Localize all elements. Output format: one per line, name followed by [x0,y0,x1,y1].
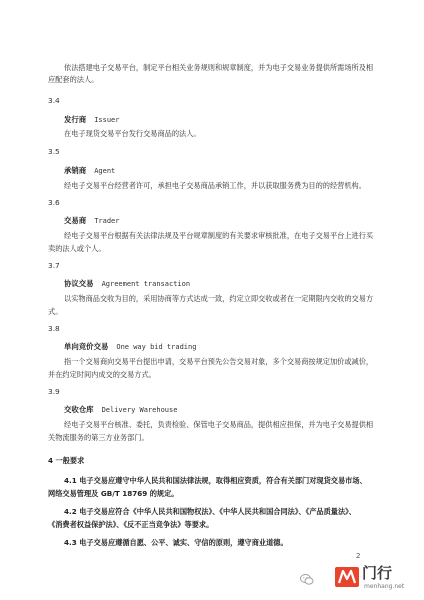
term-definition: 经电子交易平台根据有关法律法规及平台规章制度的有关要求审核批准，在电子交易平台上进行买 [64,231,374,240]
term-zh: 协议交易 [64,279,94,288]
term-definition: 以实物商品交收为目的，采用协商等方式达成一致，约定立即交收或者在一定期限内交收的交易方 [64,294,374,303]
term-definition: 经电子交易平台核准、委托，负责检验、保管电子交易商品，提供相应担保，并为电子交易提供相 [64,420,374,429]
term-title [64,341,196,352]
term-en: Delivery Warehouse [101,406,178,414]
intro-line-2: 应配套的法人。 [48,75,99,84]
term-title [64,114,119,125]
intro-line-1: 依法搭建电子交易平台，制定平台相关业务规则和规章制度，并为电子交易业务提供所需场所及相 [64,63,374,72]
page-number: 2 [356,552,361,560]
watermark-brand: 门行 [362,564,393,582]
wechat-icon [300,574,314,585]
watermark-site: menhang.net [364,583,405,590]
menhang-logo-icon [334,564,360,590]
term-en: Agent [94,167,116,175]
requirement-line: 网络交易管理及 GB/T 18769 的规定。 [48,489,179,498]
term-definition: 关物流服务的第三方业务部门。 [48,433,149,442]
section-heading: 4 一般要求 [48,456,85,465]
term-definition: 在电子现货交易平台发行交易商品的法人。 [64,129,201,138]
clause-number: 3.6 [48,198,60,207]
term-en: One way bid trading [116,343,197,351]
clause-number: 3.7 [48,261,60,270]
term-en: Trader [94,217,120,225]
clause-number: 3.8 [48,324,60,333]
requirement-line: 4.1 电子交易应遵守中华人民共和国法律法规，取得相应资质，符合有关部门对现货交易市场、 [64,476,367,485]
requirement-line: 《消费者权益保护法》、《反不正当竞争法》等要求。 [48,520,214,529]
term-title [64,215,119,226]
term-zh: 发行商 [64,115,87,124]
term-title [64,165,115,176]
clause-number: 3.5 [48,147,60,156]
term-definition: 经电子交易平台经营者许可，承担电子交易商品承销工作，并以获取服务费为目的的经营机构。 [64,181,366,190]
term-title [64,404,177,415]
requirement-line: 4.3 电子交易应遵循自愿、公平、诚实、守信的原则，遵守商业道德。 [64,538,288,547]
term-definition: 指一个交易商向交易平台提出申请，交易平台预先公告交易对象，多个交易商按规定加价或减价， [64,357,374,366]
term-zh: 交收仓库 [64,405,94,414]
term-zh: 单向竞价交易 [64,342,109,351]
term-en: Issuer [94,116,120,124]
clause-number: 3.4 [48,96,60,105]
term-zh: 承销商 [64,166,87,175]
term-zh: 交易商 [64,216,87,225]
term-en: Agreement transaction [101,280,191,288]
term-definition: 式。 [48,307,63,316]
term-definition: 卖的法人或个人。 [48,244,106,253]
clause-number: 3.9 [48,387,60,396]
term-title [64,278,190,289]
requirement-line: 4.2 电子交易应符合《中华人民共和国物权法》、《中华人民共和国合同法》、《产品质量法》、 [64,507,356,516]
term-definition: 并在约定时间内成交的交易方式。 [48,370,156,379]
